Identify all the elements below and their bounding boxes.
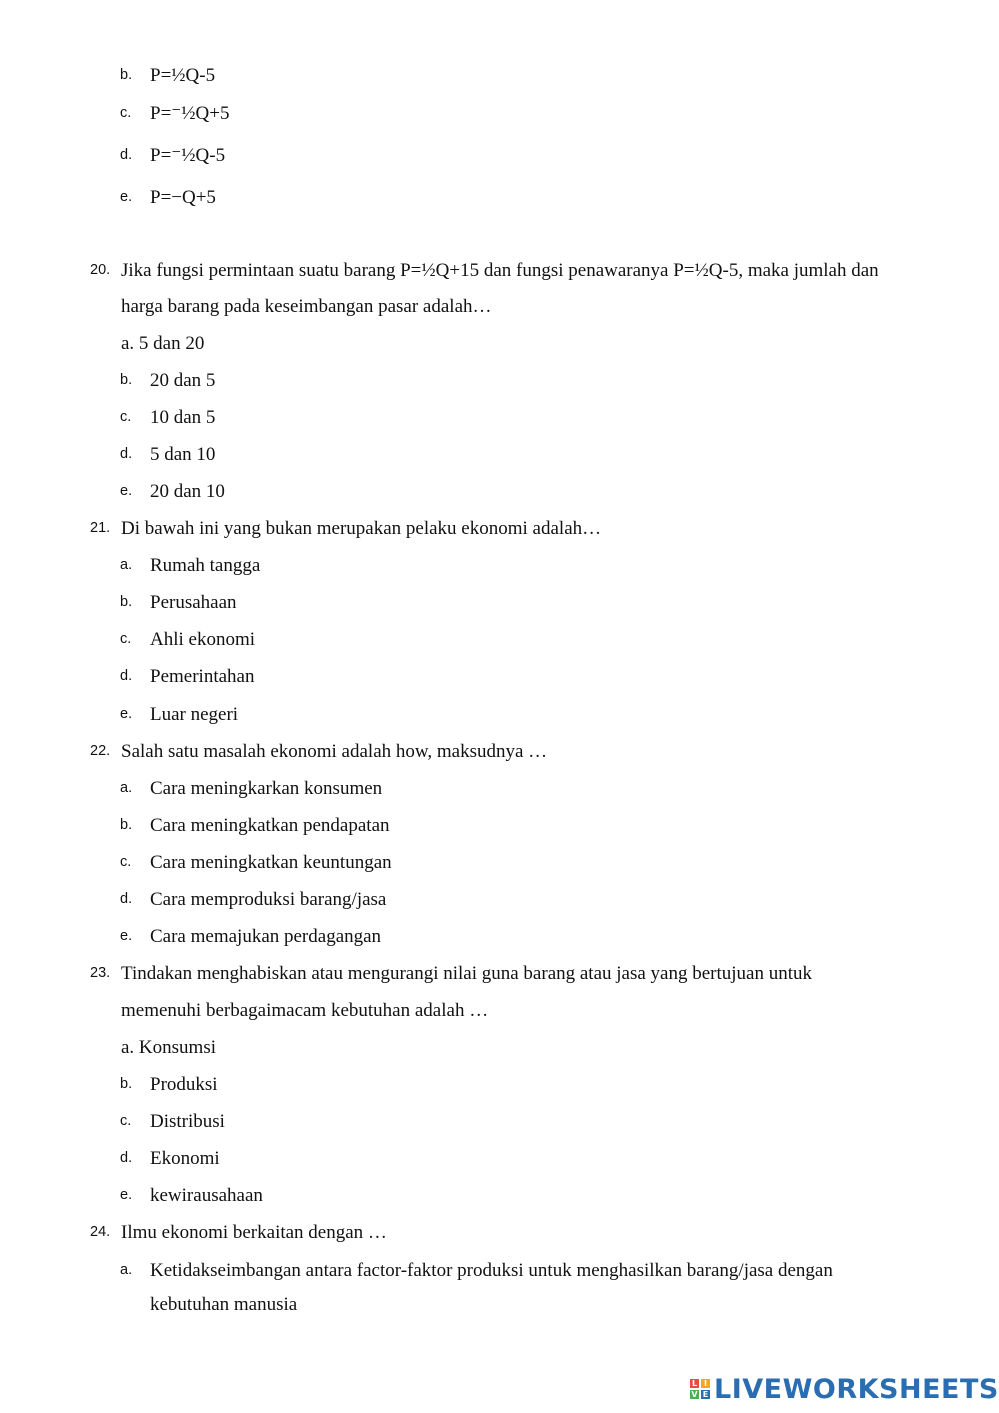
option-text: Luar negeri bbox=[150, 704, 239, 725]
option-text: Distribusi bbox=[150, 1111, 225, 1132]
option-row bbox=[0, 99, 999, 129]
question-text-continued bbox=[0, 996, 999, 1026]
option-row bbox=[0, 403, 999, 433]
option-row bbox=[0, 183, 999, 213]
option-label: e. bbox=[120, 928, 133, 944]
option-row bbox=[0, 774, 999, 804]
option-text: Perusahaan bbox=[150, 592, 237, 613]
logo-square: V bbox=[691, 1390, 698, 1399]
option-label: d. bbox=[120, 147, 133, 163]
option-text: Cara memajukan perdagangan bbox=[150, 926, 382, 947]
question-22 bbox=[0, 737, 999, 767]
option-row bbox=[0, 1256, 999, 1286]
option-label: c. bbox=[120, 105, 132, 121]
option-text: 20 dan 10 bbox=[150, 481, 225, 502]
question-text: Di bawah ini yang bukan merupakan pelaku ekonomi adalah… bbox=[121, 518, 602, 539]
option-row bbox=[0, 811, 999, 841]
option-text: Ahli ekonomi bbox=[150, 629, 256, 650]
option-text: P=½Q-5 bbox=[150, 65, 216, 86]
question-number: 22. bbox=[90, 743, 111, 759]
option-text: Produksi bbox=[150, 1074, 218, 1095]
question-text: memenuhi berbagaimacam kebutuhan adalah … bbox=[121, 1000, 489, 1021]
option-row bbox=[0, 440, 999, 470]
option-row bbox=[0, 848, 999, 878]
logo-square: L bbox=[691, 1379, 698, 1388]
option-text: kebutuhan manusia bbox=[150, 1294, 298, 1315]
option-label: a. bbox=[120, 780, 133, 796]
option-row bbox=[0, 477, 999, 507]
option-row bbox=[0, 329, 999, 359]
option-label: d. bbox=[120, 668, 133, 684]
option-row bbox=[0, 141, 999, 171]
option-row bbox=[0, 366, 999, 396]
option-row bbox=[0, 551, 999, 581]
option-label: d. bbox=[120, 446, 133, 462]
option-row bbox=[0, 1181, 999, 1211]
option-label: c. bbox=[120, 631, 132, 647]
option-label: b. bbox=[120, 817, 133, 833]
option-row bbox=[0, 588, 999, 618]
option-text: P=⁻½Q+5 bbox=[150, 103, 230, 124]
option-text: Ketidakseimbangan antara factor-faktor produksi untuk menghasilkan barang/jasa dengan bbox=[150, 1260, 833, 1281]
option-text: P=⁻½Q-5 bbox=[150, 145, 226, 166]
option-row bbox=[0, 1070, 999, 1100]
question-20 bbox=[0, 256, 999, 286]
option-row bbox=[0, 61, 999, 91]
option-row bbox=[0, 625, 999, 655]
option-label: b. bbox=[120, 594, 133, 610]
option-text: kewirausahaan bbox=[150, 1185, 263, 1206]
question-text: Ilmu ekonomi berkaitan dengan … bbox=[121, 1222, 387, 1243]
question-text: Salah satu masalah ekonomi adalah how, maksudnya … bbox=[121, 741, 548, 762]
option-text: 20 dan 5 bbox=[150, 370, 216, 391]
option-label: a. bbox=[120, 1262, 133, 1278]
option-text: 10 dan 5 bbox=[150, 407, 216, 428]
option-label: b. bbox=[120, 67, 133, 83]
option-row bbox=[0, 922, 999, 952]
option-text: Cara meningkarkan konsumen bbox=[150, 778, 383, 799]
question-21 bbox=[0, 514, 999, 544]
option-text: Cara meningkatkan pendapatan bbox=[150, 815, 390, 836]
option-label: c. bbox=[120, 854, 132, 870]
question-text: Jika fungsi permintaan suatu barang P=½Q+15 dan fungsi penawaranya P=½Q-5, maka jumlah dan bbox=[121, 260, 879, 281]
option-text: Rumah tangga bbox=[150, 555, 261, 576]
option-text: P=−Q+5 bbox=[150, 187, 216, 208]
option-label: e. bbox=[120, 483, 133, 499]
question-number: 21. bbox=[90, 520, 111, 536]
question-24 bbox=[0, 1218, 999, 1248]
option-label: b. bbox=[120, 1076, 133, 1092]
option-text: a. Konsumsi bbox=[121, 1037, 216, 1058]
option-label: c. bbox=[120, 409, 132, 425]
liveworksheets-logo bbox=[690, 1372, 999, 1406]
question-text: harga barang pada keseimbangan pasar adalah… bbox=[121, 296, 492, 317]
option-label: a. bbox=[120, 557, 133, 573]
option-label: d. bbox=[120, 891, 133, 907]
option-text: Pemerintahan bbox=[150, 666, 255, 687]
watermark-text: LIVEWORKSHEETS bbox=[714, 1373, 999, 1405]
option-label: e. bbox=[120, 706, 133, 722]
option-text-continued bbox=[0, 1290, 999, 1320]
question-text: Tindakan menghabiskan atau mengurangi nilai guna barang atau jasa yang bertujuan untuk bbox=[121, 963, 813, 984]
logo-square: E bbox=[702, 1390, 709, 1399]
question-number: 24. bbox=[90, 1224, 111, 1240]
question-number: 23. bbox=[90, 965, 111, 981]
question-23 bbox=[0, 959, 999, 989]
option-label: c. bbox=[120, 1113, 132, 1129]
option-text: Cara memproduksi barang/jasa bbox=[150, 889, 387, 910]
option-row bbox=[0, 700, 999, 730]
option-row bbox=[0, 1107, 999, 1137]
logo-square: I bbox=[701, 1379, 710, 1388]
question-text-continued bbox=[0, 292, 999, 322]
option-row bbox=[0, 1033, 999, 1063]
option-label: d. bbox=[120, 1150, 133, 1166]
option-label: e. bbox=[120, 189, 133, 205]
option-text: a. 5 dan 20 bbox=[121, 333, 205, 354]
option-row bbox=[0, 662, 999, 692]
option-text: 5 dan 10 bbox=[150, 444, 216, 465]
option-row bbox=[0, 885, 999, 915]
option-text: Cara meningkatkan keuntungan bbox=[150, 852, 392, 873]
question-number: 20. bbox=[90, 262, 111, 278]
option-label: e. bbox=[120, 1187, 133, 1203]
logo-mark-icon bbox=[690, 1379, 710, 1399]
option-text: Ekonomi bbox=[150, 1148, 220, 1169]
option-row bbox=[0, 1144, 999, 1174]
option-label: b. bbox=[120, 372, 133, 388]
